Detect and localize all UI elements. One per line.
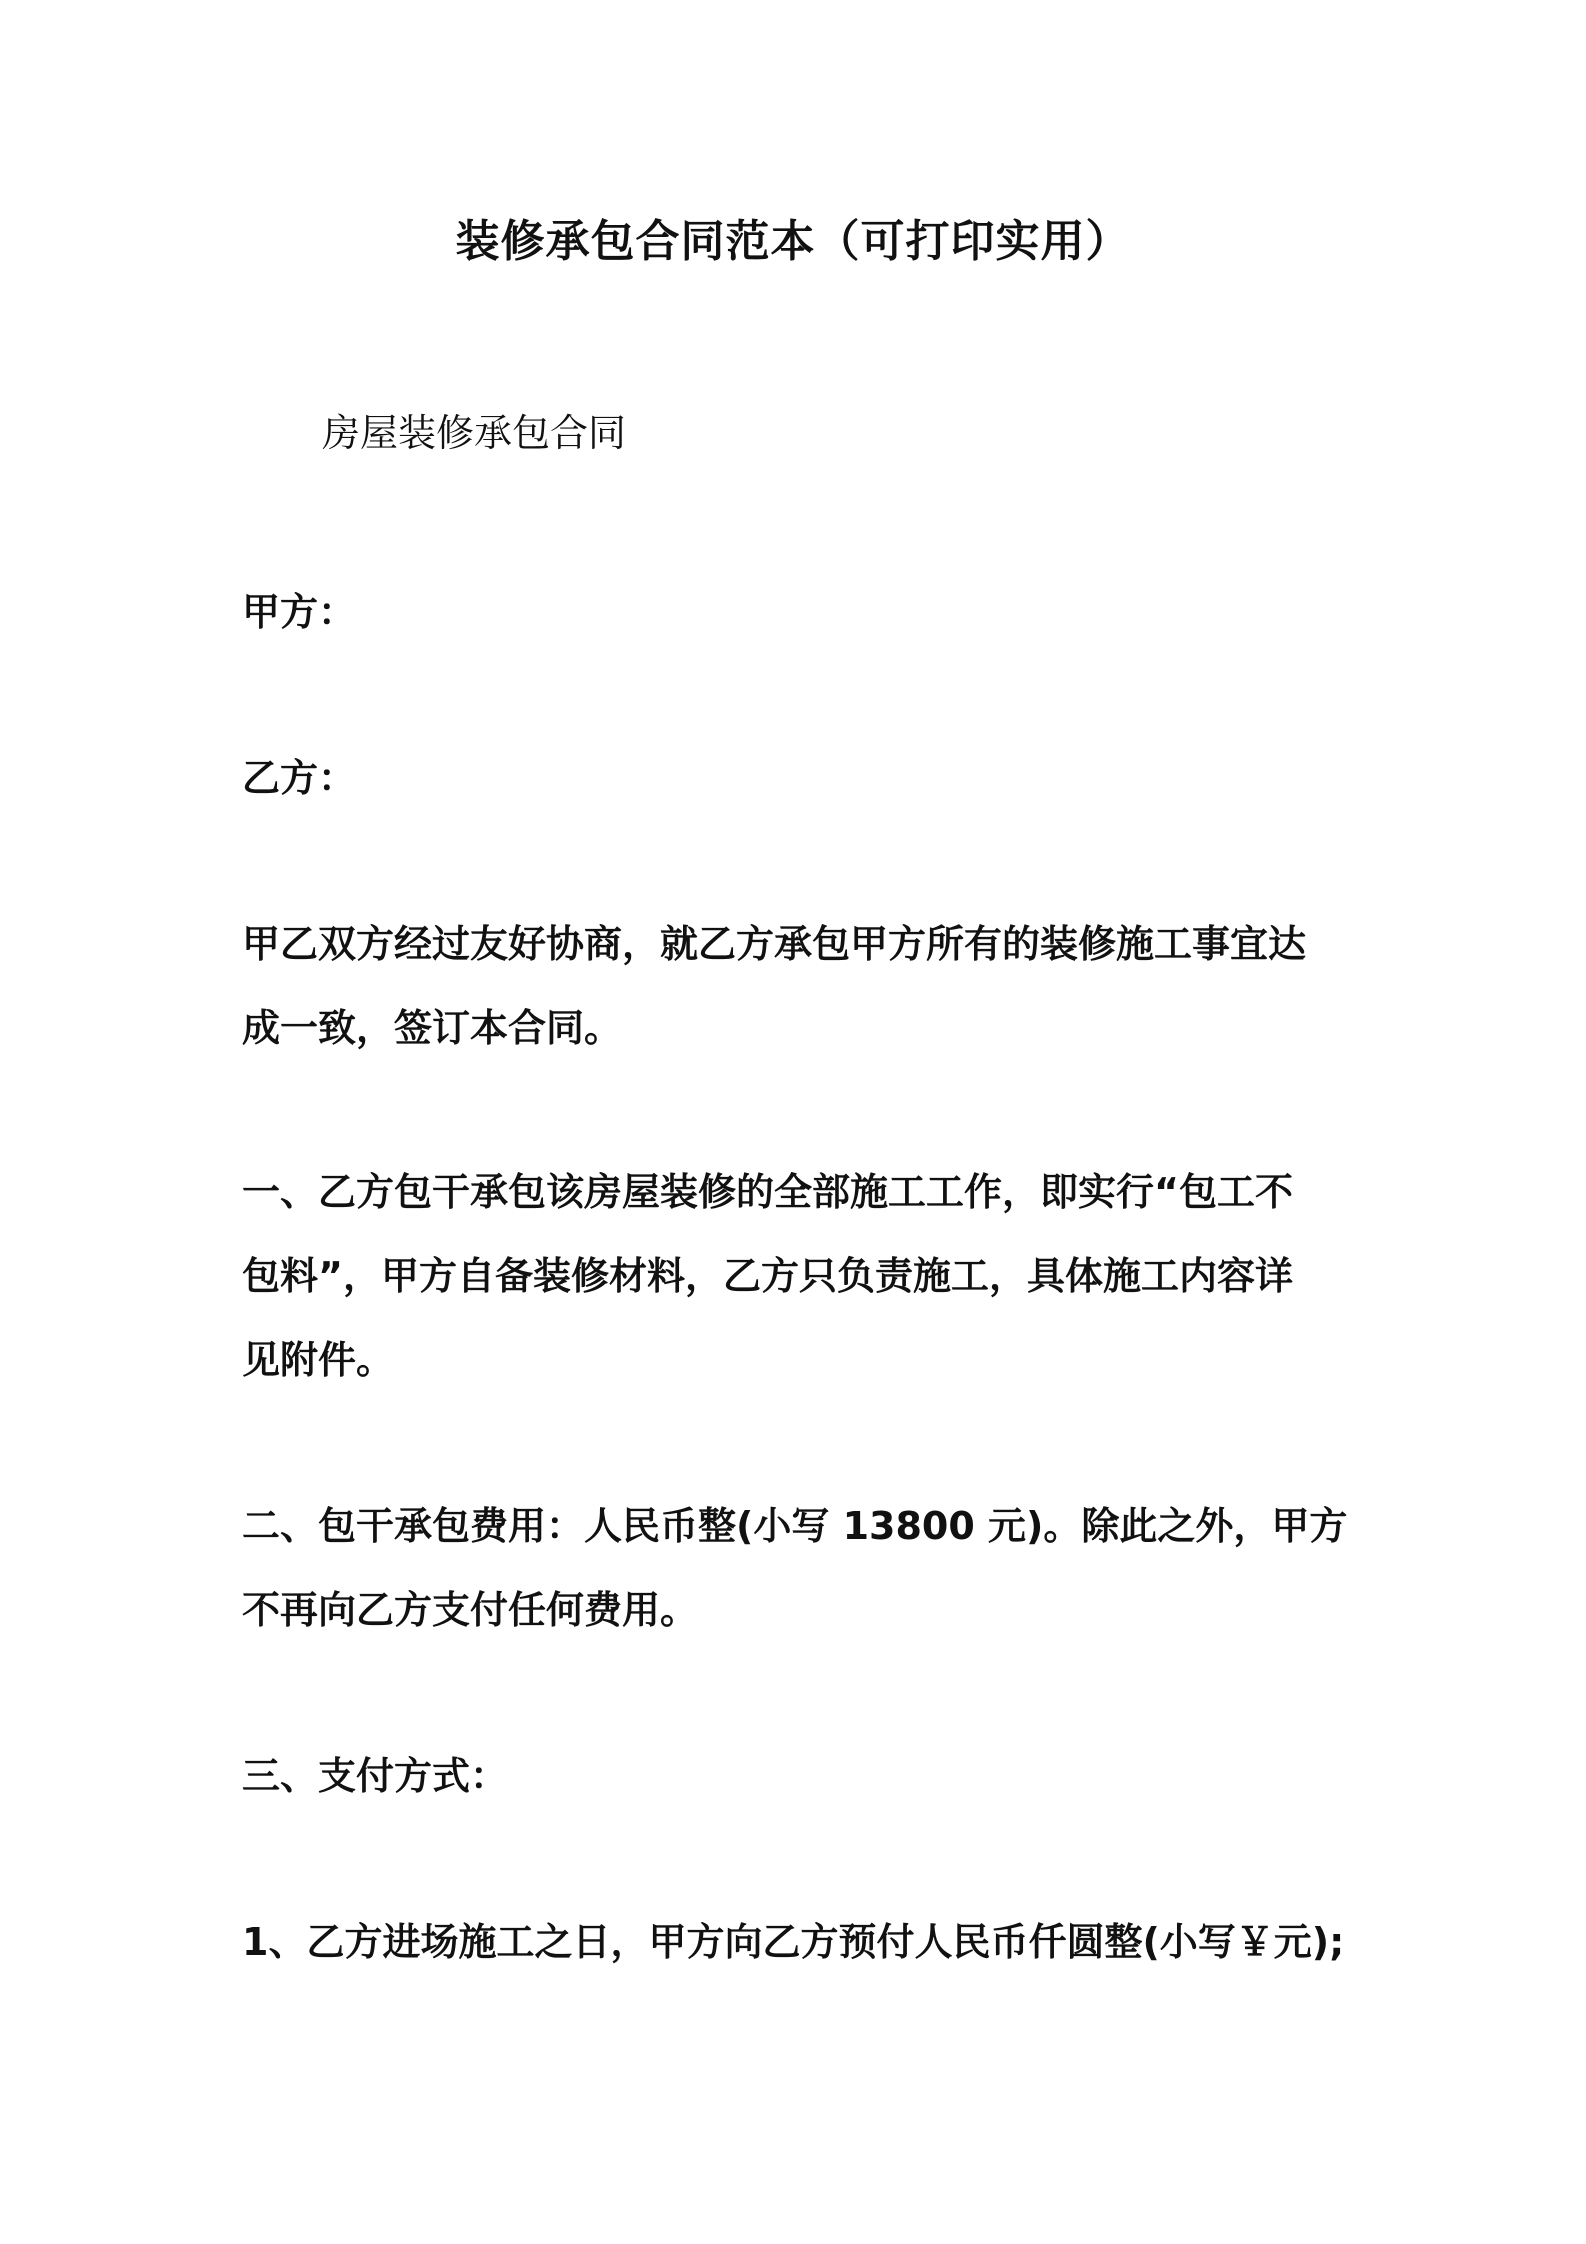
clause-3-heading	[242, 1734, 1362, 1818]
clause-1-line-2: 包料”，甲方自备装修材料，乙方只负责施工，具体施工内容详	[242, 1254, 1293, 1298]
document-title: 装修承包合同范本（可打印实用）	[455, 216, 1131, 267]
clause-1-line-1: 一、乙方包干承包该房屋装修的全部施工工作，即实行“包工不	[242, 1170, 1293, 1214]
clause-2-line-2: 不再向乙方支付任何费用。	[242, 1588, 699, 1632]
party-a-label	[242, 570, 1362, 654]
party-b-label	[242, 736, 1362, 820]
intro-line-2: 成一致，签订本合同。	[242, 1006, 623, 1050]
clause-2-paragraph	[242, 1484, 1362, 1652]
clause-3-heading-text: 三、支付方式：	[242, 1754, 509, 1798]
party-a-text: 甲方：	[242, 590, 357, 634]
payment-item-1-text: 1、乙方进场施工之日，甲方向乙方预付人民币仟圆整(小写￥元);	[242, 1920, 1345, 1964]
intro-line-1: 甲乙双方经过友好协商，就乙方承包甲方所有的装修施工事宜达	[242, 922, 1307, 966]
contract-subtitle: 房屋装修承包合同	[322, 411, 627, 455]
party-b-text: 乙方：	[242, 756, 357, 800]
clause-1-line-3: 见附件。	[242, 1338, 395, 1382]
clause-2-line-1: 二、包干承包费用：人民币整(小写 13800 元)。除此之外，甲方	[242, 1504, 1348, 1548]
payment-item-1	[242, 1900, 1362, 1984]
intro-paragraph	[242, 902, 1362, 1070]
clause-1-paragraph	[242, 1150, 1362, 1402]
